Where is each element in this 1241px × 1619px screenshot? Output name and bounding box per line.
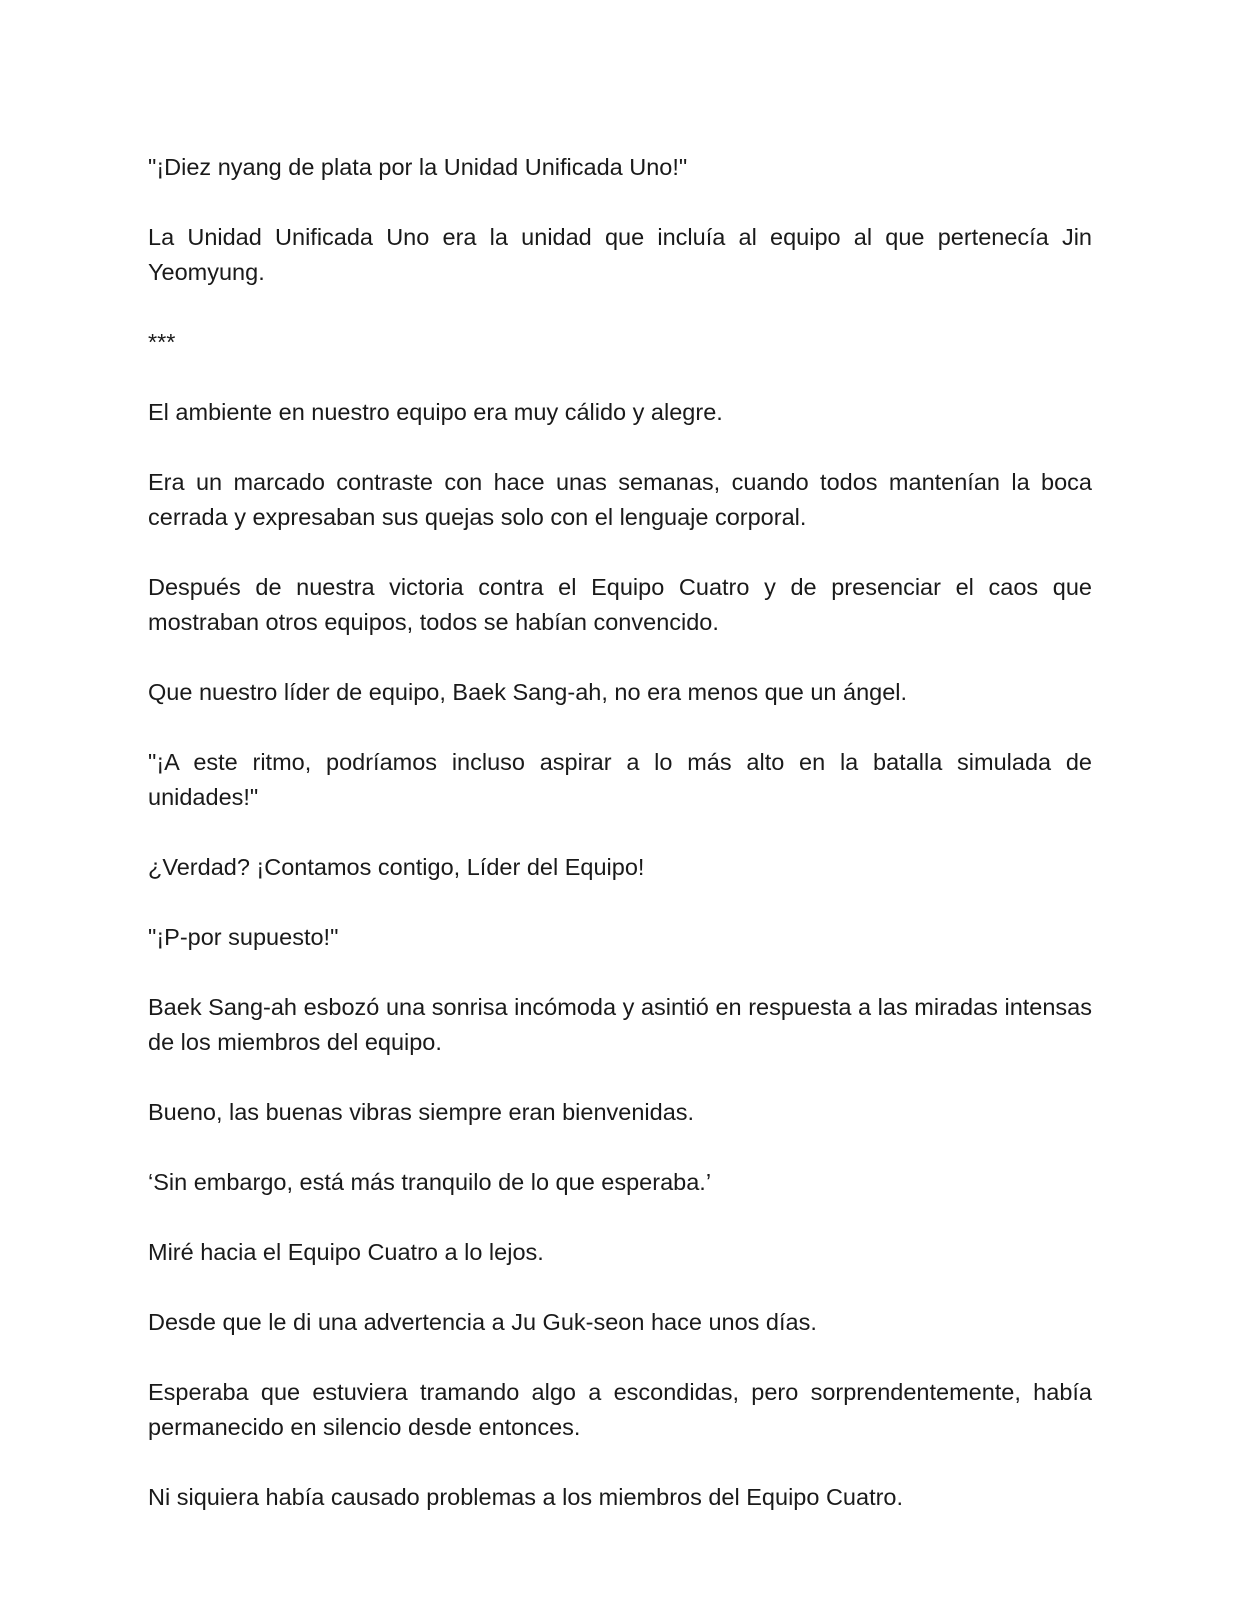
paragraph: "¡Diez nyang de plata por la Unidad Unificada Uno!" — [148, 154, 688, 180]
paragraph: La Unidad Unificada Uno era la unidad que incluía al equipo al que pertenecía Jin Yeomyung. — [148, 224, 1092, 285]
paragraph: Esperaba que estuviera tramando algo a escondidas, pero sorprendentemente, había permanecido en silencio desde entonces. — [148, 1379, 1092, 1440]
paragraph: "¡P-por supuesto!" — [148, 924, 339, 950]
paragraph: Ni siquiera había causado problemas a los miembros del Equipo Cuatro. — [148, 1484, 904, 1510]
paragraph: Bueno, las buenas vibras siempre eran bienvenidas. — [148, 1099, 695, 1125]
paragraph: Que nuestro líder de equipo, Baek Sang-ah, no era menos que un ángel. — [148, 679, 908, 705]
paragraph: El ambiente en nuestro equipo era muy cálido y alegre. — [148, 399, 723, 425]
paragraph: Baek Sang-ah esbozó una sonrisa incómoda y asintió en respuesta a las miradas intensas de los miembros del equipo. — [148, 994, 1092, 1055]
paragraph: Después de nuestra victoria contra el Equipo Cuatro y de presenciar el caos que mostraban otros equipos, todos se habían convencido. — [148, 574, 1092, 635]
scene-break: *** — [148, 329, 176, 355]
paragraph: Era un marcado contraste con hace unas semanas, cuando todos mantenían la boca cerrada y expresaban sus quejas solo con el lenguaje corporal. — [148, 469, 1092, 530]
paragraph: ‘Sin embargo, está más tranquilo de lo que esperaba.’ — [148, 1169, 712, 1195]
paragraph: Desde que le di una advertencia a Ju Guk-seon hace unos días. — [148, 1309, 817, 1335]
document-body — [148, 150, 1092, 1550]
paragraph: Miré hacia el Equipo Cuatro a lo lejos. — [148, 1239, 544, 1265]
paragraph: "¡A este ritmo, podríamos incluso aspirar a lo más alto en la batalla simulada de unidades!" — [148, 749, 1092, 810]
paragraph: ¿Verdad? ¡Contamos contigo, Líder del Equipo! — [148, 854, 645, 880]
